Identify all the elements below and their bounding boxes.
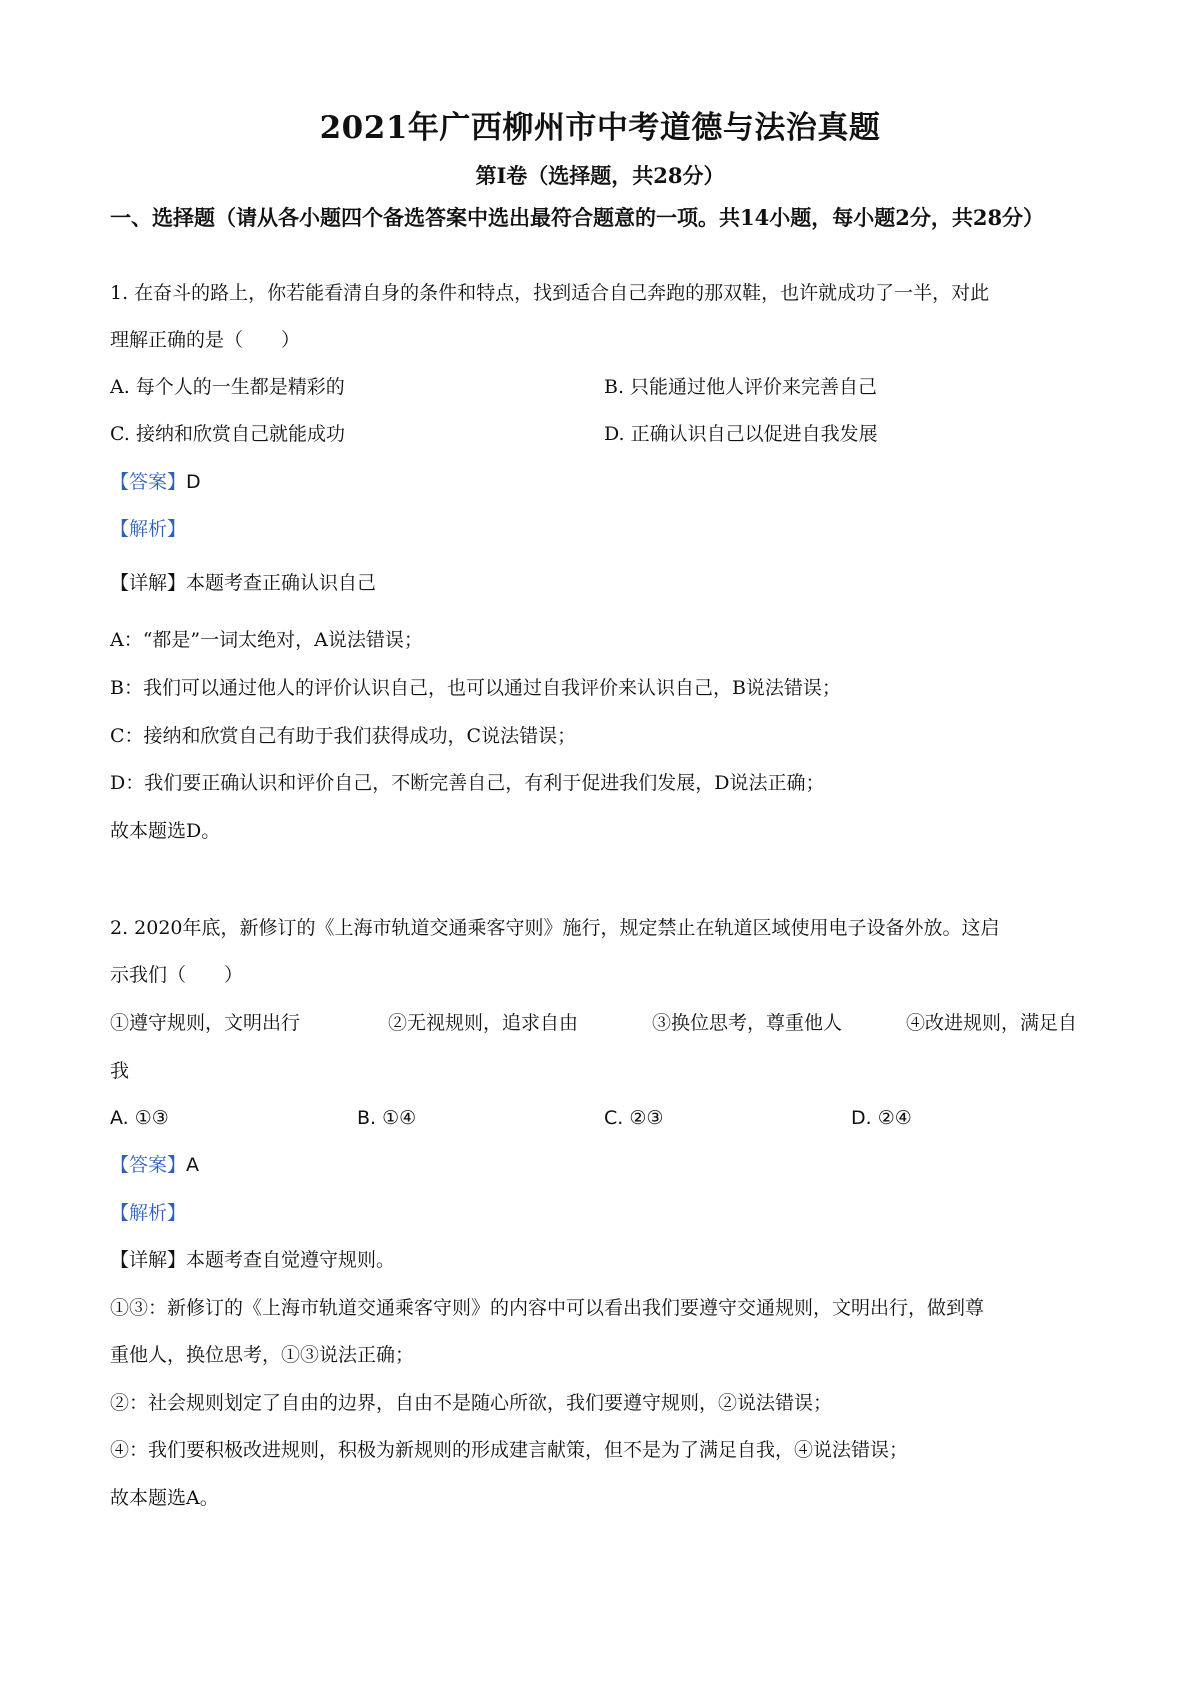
q1-explanation-d: D：我们要正确认识和评价自己，不断完善自己，有利于促进我们发展，D说法正确； [110, 772, 825, 794]
q1-answer-value: D [186, 471, 201, 493]
q1-detail: 【详解】本题考查正确认识自己 [110, 572, 377, 594]
q2-analysis-label: 【解析】 [110, 1202, 187, 1224]
q1-answer [110, 469, 201, 495]
paper-section-title: 第Ⅰ卷（选择题，共28分） [475, 163, 725, 188]
q1-option-a: A. 每个人的一生都是精彩的 [110, 376, 345, 398]
q2-option-a: A. ①③ [110, 1107, 169, 1129]
q1-conclusion: 故本题选D。 [110, 820, 221, 842]
q2-explanation-13-line2: 重他人，换位思考，①③说法正确； [110, 1344, 415, 1366]
q2-option-c: C. ②③ [604, 1107, 664, 1129]
q1-explanation-b: B：我们可以通过他人的评价认识自己，也可以通过自我评价来认识自己，B说法错误； [110, 677, 841, 699]
q2-statement-4: ④改进规则，满足自 [906, 1012, 1078, 1034]
q1-answer-label: 【答案】 [110, 471, 187, 493]
q1-stem-line1: 1. 在奋斗的路上，你若能看清自身的条件和特点，找到适合自己奔跑的那双鞋，也许就成功了一半，对此 [110, 282, 990, 304]
q1-option-c: C. 接纳和欣赏自己就能成功 [110, 423, 345, 445]
q2-answer-value: A [186, 1154, 200, 1176]
q2-explanation-13-line1: ①③：新修订的《上海市轨道交通乘客守则》的内容中可以看出我们要遵守交通规则，文明出行，做到尊 [110, 1297, 985, 1319]
q1-explanation-a: A：“都是”一词太绝对，A说法错误； [110, 629, 423, 651]
q1-option-d: D. 正确认识自己以促进自我发展 [604, 423, 878, 445]
q2-conclusion: 故本题选A。 [110, 1487, 219, 1509]
q2-stem-line2: 示我们（ ） [110, 964, 244, 986]
q2-stem-line1: 2. 2020年底，新修订的《上海市轨道交通乘客守则》施行，规定禁止在轨道区域使用电子设备外放。这启 [110, 917, 1000, 939]
q1-explanation-c: C：接纳和欣赏自己有助于我们获得成功，C说法错误； [110, 725, 577, 747]
q2-answer-label: 【答案】 [110, 1154, 187, 1176]
q2-explanation-2: ②：社会规则划定了自由的边界，自由不是随心所欲，我们要遵守规则，②说法错误； [110, 1392, 833, 1414]
q2-statement-1: ①遵守规则，文明出行 [110, 1012, 301, 1034]
q2-statement-4-cont: 我 [110, 1060, 130, 1082]
q2-answer [110, 1152, 199, 1178]
q2-explanation-4: ④：我们要积极改进规则，积极为新规则的形成建言献策，但不是为了满足自我，④说法错误； [110, 1439, 909, 1461]
page-title: 2021年广西柳州市中考道德与法治真题 [319, 110, 881, 146]
q2-option-b: B. ①④ [357, 1107, 417, 1129]
q1-analysis-label: 【解析】 [110, 518, 187, 540]
q2-detail: 【详解】本题考查自觉遵守规则。 [110, 1249, 396, 1271]
q2-statement-2: ②无视规则，追求自由 [388, 1012, 579, 1034]
section-heading: 一、选择题（请从各小题四个备选答案中选出最符合题意的一项。共14小题，每小题2分，共28分） [110, 205, 1045, 230]
q1-stem-line2: 理解正确的是（ ） [110, 329, 301, 351]
q2-statement-3: ③换位思考，尊重他人 [652, 1012, 843, 1034]
q2-option-d: D. ②④ [851, 1107, 912, 1129]
q1-option-b: B. 只能通过他人评价来完善自己 [604, 376, 878, 398]
